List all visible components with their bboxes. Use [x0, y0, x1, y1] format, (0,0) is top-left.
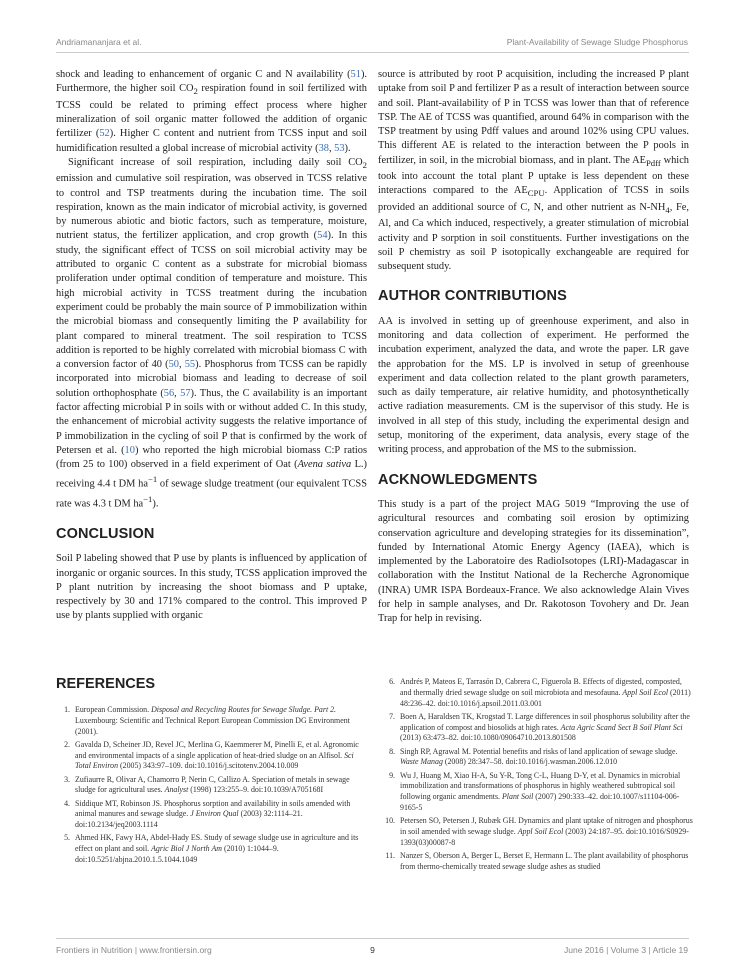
- references-list-left: [56, 705, 368, 868]
- reference-item: 8. Singh RP, Agrawal M. Potential benefits and risks of land application of sewage sludge. Waste Manag (2008) 28:347–58. doi:10.1016/j.wasman.2006.12.010: [389, 746, 678, 767]
- citation-link[interactable]: 56: [163, 387, 175, 399]
- paragraph: AA is involved in setting up of greenhouse experiment, and also in monitoring and data collection of experiment. He performed the incubation experiment, analyzed the data, and wrote the paper. LR gave the approbation for the MS. LP is involved in setup of greenhouse experiment and data collection related to the plant growth parameters, such as daily temperature, air relative humidity, and photosynthetically active radiation measurements. CM is the supervisor of this study. He is involved in all step of this study, including the experimental design and setup, monitoring of the experiment, data analysis, every stage of the writing process, and approbation of the MS to the submission.: [378, 315, 689, 456]
- reference-item: 3. Zufiaurre R, Olivar A, Chamorro P, Nerin C, Callizo A. Speciation of metals in sewage sludge for agricultural uses. Analyst (1998) 123:255–9. doi:10.1039/A705168I: [64, 774, 350, 795]
- citation-link[interactable]: 10: [124, 444, 135, 456]
- citation-link[interactable]: 51: [350, 69, 361, 80]
- running-header-title: Plant-Availability of Sewage Sludge Phosphorus: [506, 37, 688, 47]
- page-number: 9: [370, 945, 375, 955]
- citation-link[interactable]: 54: [317, 230, 328, 242]
- reference-item: 1. European Commission. Disposal and Recycling Routes for Sewage Sludge. Part 2. Luxembourg: Scientific and Technical Report European Commission DG Environment (2001).: [64, 705, 350, 736]
- section-heading-conclusion: CONCLUSION: [56, 526, 155, 542]
- citation-link[interactable]: 55: [184, 359, 196, 371]
- running-header-authors: Andriamananjara et al.: [56, 37, 142, 47]
- header-divider: [56, 52, 689, 53]
- paragraph: Significant increase of soil respiration, including daily soil $CO_2$ emission and cumulative soil respiration, was observed in TCSS relative to control and TSP treatments during the incubation time. The soil respiration, known as the main indicator of microbial activity, is governed by numerous abiotic and biotic factors, such as temperature, moisture, nutrient status, the fertilizer application, and crop growth (54). In this study, the significant effect of TCSS on soil microbial activity may be attributed to organic C content as a substrate for microbial biomass proliferation under optimal condition of temperature and moisture. This high microbial activity in TCSS treatment during the incubation experiment could be probably the main source of P immobilization within the microbial biomass and consequently limiting the P availability for plant compared to mineral treatment. The soil respiration to TCSS addition is reported to be highly correlated with microbial biomass C with a conversion factor of 40 (50, 55). Phosphorus from TCSS can be rapidly incorporated into microbial biomass and leading to decrease of soil solution orthophosphate (56, 57). Thus, the C availability is an important factor affecting microbial P in soils with or without added C. In this study, the enhancement of microbial activity suggests the relative importance of P immobilization in the cycling of soil P that is confirmed by the work of Petersen et al. (10) who reported the high microbial biomass C:P ratios (from 25 to 100) observed in a field experiment of Oat (Avena sativa L.) receiving 4.4 t DM $ha^{-1}$ of sewage sludge treatment (our equivalent TCSS rate was 4.3 t DM $ha^{-1}$).: [56, 156, 367, 510]
- citation-link[interactable]: 53: [334, 142, 345, 154]
- section-heading-acknowledgments: ACKNOWLEDGMENTS: [378, 471, 538, 488]
- right-column: [378, 68, 689, 627]
- paragraph: Soil P labeling showed that P use by plants is influenced by application of inorganic or organic sources. In this study, TCSS application improved the P plant nutrition by increasing the shoot biomass and P uptake, respectively by 30 and 171% compared to the control. This improved P use by plants supplied with organic: [56, 553, 367, 622]
- citation-link[interactable]: 38: [318, 142, 329, 154]
- citation-link[interactable]: 50: [168, 359, 179, 371]
- paragraph: shock and leading to enhancement of organic C and N availability (51). Furthermore, the higher soil $CO_2$ respiration found in soil fertilized with TCSS could be related to priming effect process where higher mineralization of soil organic matter followed the addition of organic fertilizer (52). Higher C content and nutrient from TCSS input and soil humidification resulted a global increase of microbial activity (38, 53).: [56, 69, 367, 154]
- reference-item: 4. Siddique MT, Robinson JS. Phosphorus sorption and availability in soils amended with animal manures and sewage sludge. J Environ Qual (2003) 32:1114–21. doi:10.2134/jeq2003.1114: [64, 798, 351, 830]
- reference-item: 9. Wu J, Huang M, Xiao H-A, Su Y-R, Tong C-L, Huang D-Y, et al. Dynamics in microbial immobilization and transformations of phosphorus in highly weathered subtropical soil following organic amendments. Plant Soil (2007) 290:333–42. doi:10.1007/s11104-006-9165-5: [389, 770, 681, 812]
- paragraph: source is attributed by root P acquisition, including the increased P plant uptake from soil P and fertilizer P as a result of interaction between source and soil. Plant-availability of P in TCSS was lower than that of reference TSP. The AE of TCSS was quantified, around 64% in comparison with the TSP treatment by using Pdff values and around 102% using CPU values. This different AE is related to the interaction between the P pools in fertilizer, in soil, in the microbial biomass, and in plant. The $AE_{Pdff}$ which took into account the total plant P uptake is less dependent on these interactions compared to the $AE_{CPU}$. Application of TCSS in soils provided an additional source of C, N, and other nutrient as $N-NH_4$, Fe, Al, and Ca which induced, respectively, a greater stimulation of microbial activity and P sorption in soil constituents. Further investigations on the soil P chemistry as soil P isotopically exchangeable are required for subsequent study.: [378, 69, 689, 273]
- paragraph: This study is a part of the project MAG 5019 “Improving the use of agricultural resources and combating soil erosion by optimizing conservation agriculture and developing strategies for its dissemination”, funded by International Atomic Energy Agency (IAEA), which is implemented by the Laboratoire des RadioIsotopes (LRI)-Madagascar in collaboration with the Institut National de la Recherche Agronomique (INRA) UMR ISPA Bordeaux-France. We also acknowledge Alain Vives for help in sample analyses, and Dr. Rakotoson Tovohery and Dr. Jean Trap for help in revising.: [378, 498, 689, 625]
- footer-divider: [56, 938, 689, 939]
- footer-issue: June 2016 | Volume 3 | Article 19: [564, 945, 688, 955]
- references-list-right: [381, 677, 693, 875]
- citation-link[interactable]: 57: [180, 387, 191, 399]
- section-heading-author-contributions: AUTHOR CONTRIBUTIONS: [378, 288, 567, 305]
- footer-journal: Frontiers in Nutrition | www.frontiersin.org: [56, 945, 212, 955]
- reference-item: 6. Andrés P, Mateos E, Tarrasón D, Cabrera C, Figuerola B. Effects of digested, composted, and thermally dried sewage sludge on soil microbiota and mesofauna. Appl Soil Ecol (2011) 48:236–42. doi:10.1016/j.apsoil.2011.03.001: [389, 677, 691, 708]
- reference-item: 7. Boen A, Haraldsen TK, Krogstad T. Large differences in soil phosphorus solubility after the application of compost and biosolids at high rates. Acta Agric Scand Sect B Soil Plant Sci (2013) 63:473–82. doi:10.1080/09064710.2013.801508: [389, 711, 690, 743]
- reference-item: 11. Nanzer S, Oberson A, Berger L, Berset E, Hermann L. The plant availability of phosphorus from thermo-chemically treated sewage sludge ashes as studied: [385, 850, 689, 871]
- reference-item: 10. Petersen SO, Petersen J, Rubæk GH. Dynamics and plant uptake of nitrogen and phosphorus in soil amended with sewage sludge. Appl Soil Ecol (2003) 24:187–95. doi:10.1016/S0929-1393(03)00087-8: [385, 816, 693, 847]
- citation-link[interactable]: 52: [99, 128, 110, 140]
- reference-item: 2. Gavalda D, Scheiner JD, Revel JC, Merlina G, Kaemmerer M, Pinelli E, et al. Agronomic and environmental impacts of a single application of heat-dried sludge on an Alfisol. Sci Total Environ (2005) 343:97–109. doi:10.1016/j.scitotenv.2004.10.009: [64, 739, 359, 771]
- reference-item: 5. Ahmed HK, Fawy HA, Abdel-Hady ES. Study of sewage sludge use in agriculture and its effect on plant and soil. Agric Biol J North Am (2010) 1:1044–9. doi:10.5251/abjna.2010.1.5.1044.1049: [64, 833, 359, 864]
- section-heading-references: REFERENCES: [56, 676, 156, 692]
- left-column: [56, 68, 367, 624]
